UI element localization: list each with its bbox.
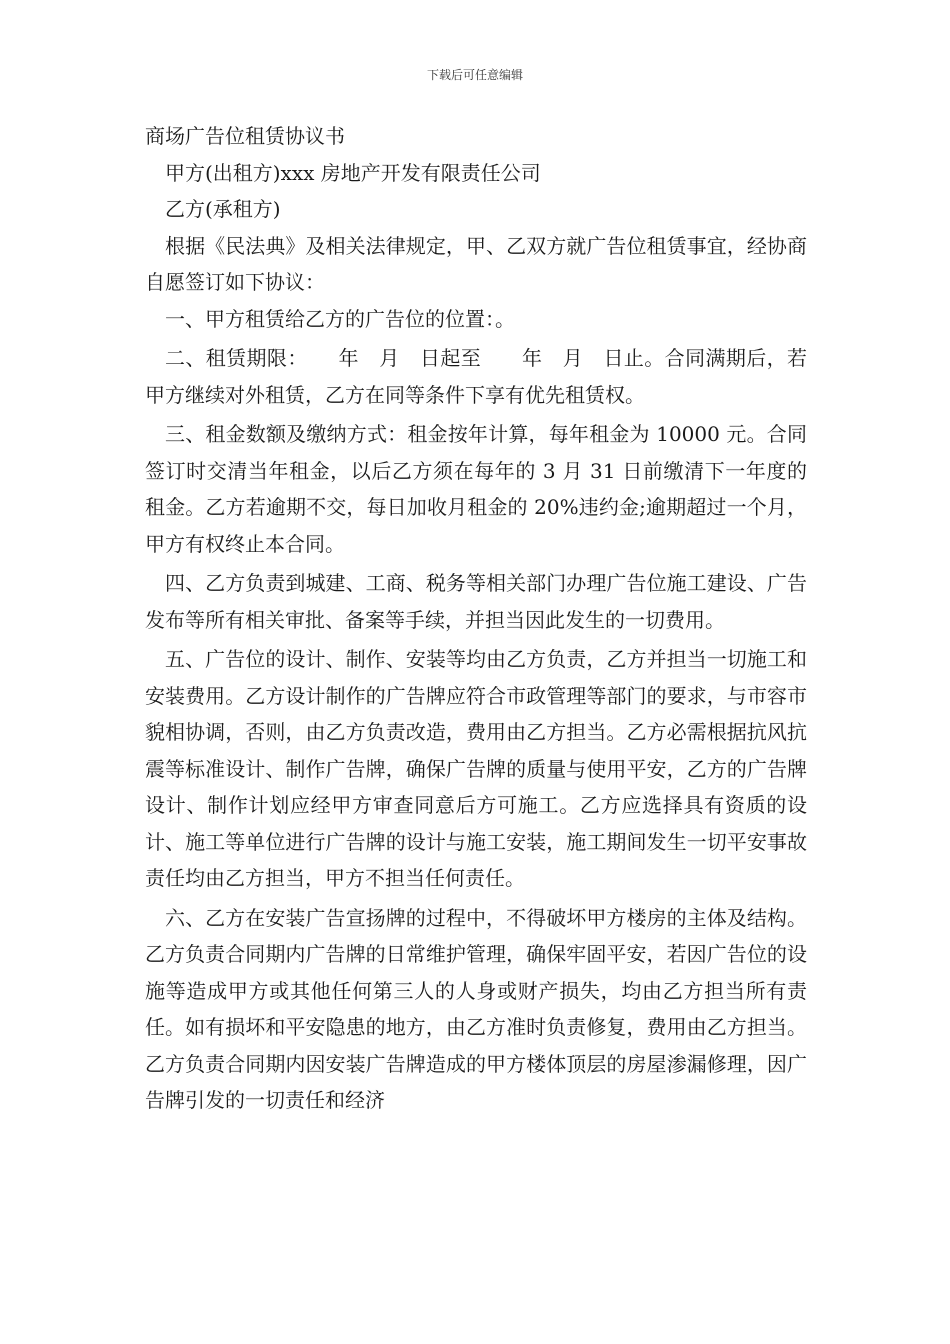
clause-5: 五、广告位的设计、制作、安装等均由乙方负责，乙方并担当一切施工和安装费用。乙方设计制作的广告牌应符合市政管理等部门的要求，与市容市貌相协调，否则，由乙方负责改造，费用由乙方担当。乙方必需根据抗风抗震等标准设计、制作广告牌，确保广告牌的质量与使用平安，乙方的广告牌设计、制作计划应经甲方审查同意后方可施工。乙方应选择具有资质的设计、施工等单位进行广告牌的设计与施工安装，施工期间发生一切平安事故责任均由乙方担当，甲方不担当任何责任。 bbox=[145, 647, 807, 890]
clause-3: 三、租金数额及缴纳方式：租金按年计算，每年租金为 10000 元。合同签订时交清当年租金，以后乙方须在每年的 3 月 31 日前缴清下一年度的租金。乙方若逾期不交，每日加收月租金的 20%违约金;逾期超过一个月，甲方有权终止本合同。 bbox=[145, 422, 807, 556]
clause-6: 六、乙方在安装广告宣扬牌的过程中，不得破坏甲方楼房的主体及结构。乙方负责合同期内广告牌的日常维护管理，确保牢固平安，若因广告位的设施等造成甲方或其他任何第三人的人身或财产损失，均由乙方担当所有责任。如有损坏和平安隐患的地方，由乙方准时负责修复，费用由乙方担当。乙方负责合同期内因安装广告牌造成的甲方楼体顶层的房屋渗漏修理，因广告牌引发的一切责任和经济 bbox=[145, 905, 807, 1112]
document-title: 商场广告位租赁协议书 bbox=[145, 124, 345, 148]
page-header-note: 下载后可任意编辑 bbox=[426, 68, 523, 82]
document-body bbox=[145, 118, 807, 1119]
clause-2: 二、租赁期限： 年 月 日起至 年 月 日止。合同满期后，若甲方继续对外租赁，乙方在同等条件下享有优先租赁权。 bbox=[145, 346, 807, 407]
preamble-paragraph: 根据《民法典》及相关法律规定，甲、乙双方就广告位租赁事宜，经协商自愿签订如下协议： bbox=[145, 233, 807, 294]
clause-4: 四、乙方负责到城建、工商、税务等相关部门办理广告位施工建设、广告发布等所有相关审批、备案等手续，并担当因此发生的一切费用。 bbox=[145, 571, 807, 632]
party-b-line: 乙方(承租方) bbox=[165, 197, 281, 221]
party-a-line: 甲方(出租方)xxx 房地产开发有限责任公司 bbox=[165, 160, 541, 185]
clause-1: 一、甲方租赁给乙方的广告位的位置：。 bbox=[165, 306, 515, 331]
